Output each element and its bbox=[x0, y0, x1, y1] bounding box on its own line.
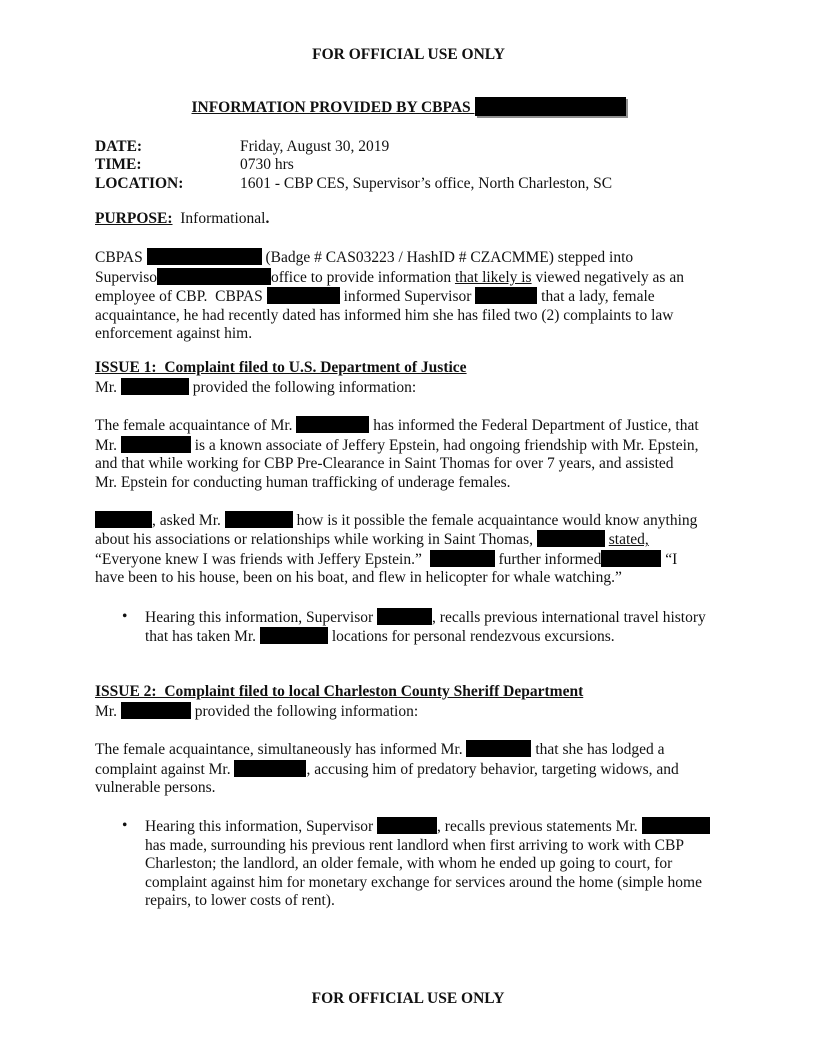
text-line bbox=[145, 627, 722, 646]
text-line bbox=[95, 760, 722, 779]
text-run: “I bbox=[661, 550, 678, 568]
text-line bbox=[95, 210, 722, 228]
meta-block bbox=[95, 138, 722, 193]
text-run: complaint against Mr. bbox=[95, 760, 235, 778]
redaction-box bbox=[377, 817, 437, 834]
text-run: that has taken Mr. bbox=[145, 627, 260, 645]
text-run: vulnerable persons. bbox=[95, 778, 216, 796]
text-line bbox=[145, 608, 722, 627]
text-run: acquaintance, he had recently dated has informed him she has filed two (2) complaints to law bbox=[95, 306, 674, 324]
text-line bbox=[95, 268, 722, 287]
text-run: provided the following information: bbox=[190, 702, 419, 720]
text-line bbox=[95, 550, 722, 569]
date-label: DATE: bbox=[95, 137, 143, 155]
text-run: has made, surrounding his previous rent landlord when first arriving to work with CBP bbox=[145, 836, 684, 854]
text-run: locations for personal rendezvous excursions. bbox=[327, 627, 615, 645]
text-run: INFORMATION PROVIDED BY CBPAS bbox=[191, 99, 475, 117]
text-line bbox=[95, 702, 722, 721]
text-run: about his associations or relationships while working in Saint Thomas, bbox=[95, 531, 537, 549]
issue2-bullet-text bbox=[145, 817, 722, 910]
date-value: Friday, August 30, 2019 bbox=[240, 137, 390, 155]
text-run: Charleston; the landlord, an older female, with whom he ended up going to court, for bbox=[145, 855, 673, 873]
purpose-line bbox=[95, 210, 722, 228]
redaction-box bbox=[147, 248, 262, 265]
text-line bbox=[95, 378, 722, 397]
redaction-box bbox=[121, 702, 191, 719]
text-line bbox=[95, 779, 722, 797]
text-run: that a lady, female bbox=[537, 288, 655, 306]
redaction-box bbox=[95, 511, 152, 528]
text-run: that likely is bbox=[454, 268, 532, 286]
time-label: TIME: bbox=[95, 156, 142, 174]
redaction-box bbox=[601, 550, 661, 567]
redaction-box bbox=[157, 268, 271, 285]
redaction-box bbox=[296, 416, 369, 433]
text-run: how is it possible the female acquaintance would know anything bbox=[292, 511, 698, 529]
text-line bbox=[95, 740, 722, 759]
issue2-intro-line bbox=[95, 702, 722, 721]
classification-footer: FOR OFFICIAL USE ONLY bbox=[311, 989, 505, 1007]
text-run: that she has lodged a bbox=[531, 741, 665, 759]
issue2-section bbox=[95, 683, 722, 910]
location-value: 1601 - CBP CES, Supervisor’s office, North Charleston, SC bbox=[240, 174, 613, 192]
text-run: Mr. bbox=[95, 702, 121, 720]
redaction-box bbox=[377, 608, 432, 625]
text-run: Mr. bbox=[95, 378, 121, 396]
meta-row-date bbox=[95, 138, 722, 156]
bullet-icon: • bbox=[122, 817, 128, 835]
text-line bbox=[95, 474, 722, 492]
text-run: informed Supervisor bbox=[339, 288, 476, 306]
text-run: is a known associate of Jeffery Epstein, had ongoing friendship with Mr. Epstein, bbox=[190, 436, 699, 454]
text-run: viewed negatively as an bbox=[531, 268, 684, 286]
meta-row-time bbox=[95, 156, 722, 174]
time-value: 0730 hrs bbox=[240, 156, 294, 174]
redaction-box bbox=[121, 436, 191, 453]
text-run: office to provide information bbox=[271, 268, 455, 286]
text-line bbox=[145, 855, 722, 873]
text-run: , accusing him of predatory behavior, targeting widows, and bbox=[306, 760, 679, 778]
text-line bbox=[145, 837, 722, 855]
issue1-intro-line bbox=[95, 378, 722, 397]
text-run: employee of CBP. CBPAS bbox=[95, 288, 267, 306]
text-line bbox=[95, 307, 722, 325]
text-run: The female acquaintance, simultaneously has informed Mr. bbox=[95, 741, 467, 759]
text-run: complaint against him for monetary exchange for services around the home (simple home bbox=[145, 873, 702, 891]
text-run: “Everyone knew I was friends with Jeffery Epstein.” bbox=[95, 550, 430, 568]
text-line bbox=[145, 817, 722, 836]
redaction-box bbox=[475, 97, 626, 116]
text-run: PURPOSE: bbox=[95, 210, 173, 228]
text-run: stated, bbox=[608, 531, 649, 549]
text-run: Mr. Epstein for conducting human trafficking of underage females. bbox=[95, 473, 511, 491]
issue1-bullet-item bbox=[122, 608, 722, 647]
text-run: , recalls previous international travel history bbox=[432, 608, 706, 626]
text-line bbox=[95, 455, 722, 473]
redaction-box bbox=[234, 760, 306, 777]
redaction-box bbox=[260, 627, 328, 644]
text-run: have been to his house, been on his boat, and flew in helicopter for whale watching.” bbox=[95, 569, 622, 587]
classification-header: FOR OFFICIAL USE ONLY bbox=[312, 46, 505, 63]
text-line bbox=[145, 892, 722, 910]
meta-row-location bbox=[95, 175, 722, 193]
text-run: and that while working for CBP Pre-Clearance in Saint Thomas for over 7 years, and assisted bbox=[95, 455, 674, 473]
text-run: Informational bbox=[172, 210, 266, 228]
redaction-box bbox=[475, 287, 537, 304]
redaction-box bbox=[642, 817, 710, 834]
text-run: Mr. bbox=[95, 436, 121, 454]
text-run: The female acquaintance of Mr. bbox=[95, 417, 297, 435]
document-title bbox=[95, 97, 722, 117]
text-run: further informed bbox=[494, 550, 602, 568]
redaction-box bbox=[267, 287, 340, 304]
text-run: repairs, to lower costs of rent). bbox=[145, 892, 335, 909]
issue2-paragraph-1 bbox=[95, 740, 722, 797]
text-run: provided the following information: bbox=[188, 378, 417, 396]
text-run: Superviso bbox=[95, 268, 157, 286]
issue1-paragraph-1 bbox=[95, 416, 722, 492]
redaction-box bbox=[121, 378, 189, 395]
text-line bbox=[95, 287, 722, 306]
issue2-bullet-item bbox=[122, 817, 722, 910]
text-run: enforcement against him. bbox=[95, 325, 253, 343]
text-line bbox=[95, 416, 722, 435]
text-line bbox=[95, 248, 722, 267]
redaction-box bbox=[430, 550, 495, 567]
text-run: has informed the Federal Department of Justice, that bbox=[369, 417, 699, 435]
text-run: CBPAS bbox=[95, 249, 147, 267]
redaction-box bbox=[466, 740, 531, 757]
text-line bbox=[95, 530, 722, 549]
text-line bbox=[145, 874, 722, 892]
location-label: LOCATION: bbox=[95, 174, 184, 192]
issue1-heading: ISSUE 1: Complaint filed to U.S. Department of Justice bbox=[95, 359, 467, 377]
text-run: , recalls previous statements Mr. bbox=[437, 818, 642, 836]
text-run: . bbox=[265, 210, 270, 228]
text-line bbox=[95, 569, 722, 587]
issue1-section bbox=[95, 359, 722, 646]
text-run: Hearing this information, Supervisor bbox=[145, 818, 378, 836]
redaction-box bbox=[537, 530, 605, 547]
issue1-paragraph-2 bbox=[95, 511, 722, 588]
text-run: , asked Mr. bbox=[152, 511, 225, 529]
intro-paragraph bbox=[95, 248, 722, 343]
text-line bbox=[95, 511, 722, 530]
text-run: Hearing this information, Supervisor bbox=[145, 608, 378, 626]
issue1-bullet-text bbox=[145, 608, 722, 647]
text-line bbox=[95, 325, 722, 343]
text-line bbox=[95, 97, 722, 117]
text-run: (Badge # CAS03223 / HashID # CZACMME) stepped into bbox=[261, 249, 634, 267]
bullet-icon: • bbox=[122, 607, 128, 625]
text-line bbox=[95, 436, 722, 455]
issue2-heading: ISSUE 2: Complaint filed to local Charleston County Sheriff Department bbox=[95, 683, 584, 701]
redaction-box bbox=[225, 511, 293, 528]
